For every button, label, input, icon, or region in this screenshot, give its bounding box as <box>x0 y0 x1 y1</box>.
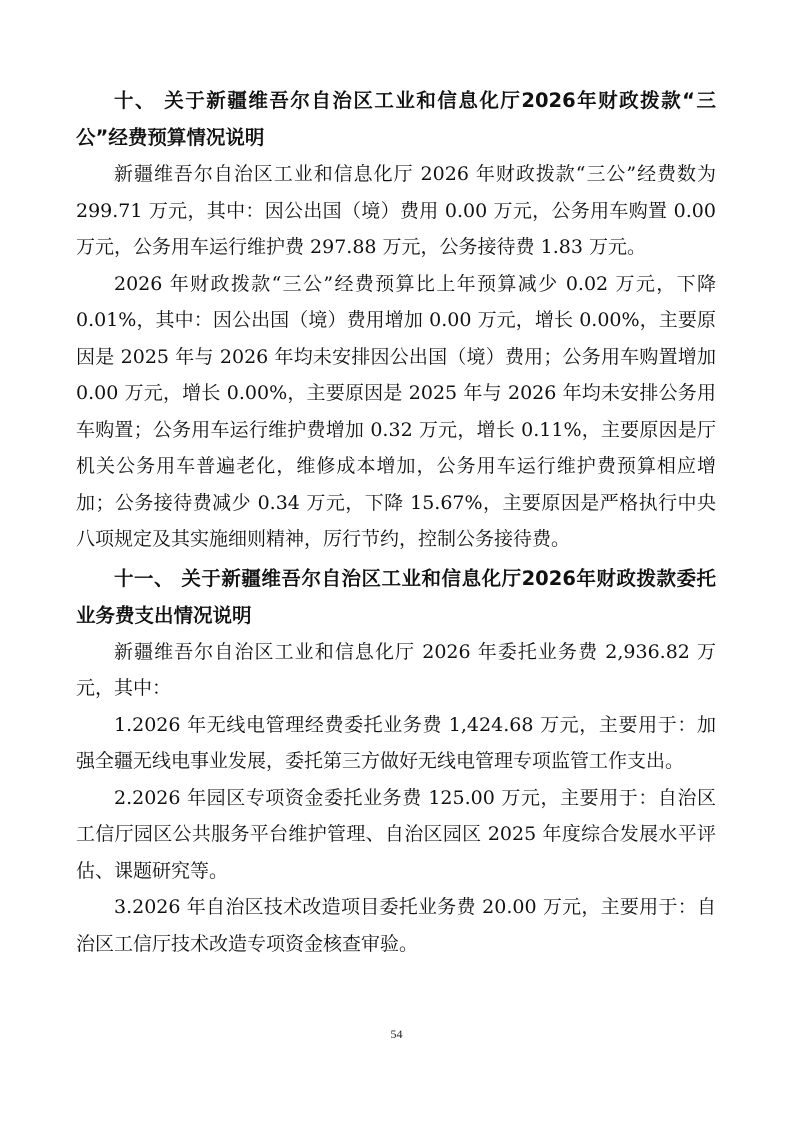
section-11-item-2: 2.2026 年园区专项资金委托业务费 125.00 万元，主要用于：自治区工信厅园区公共服务平台维护管理、自治区园区 2025 年度综合发展水平评估、课题研究等。 <box>76 786 716 882</box>
section-11-paragraph-1: 新疆维吾尔自治区工业和信息化厅 2026 年委托业务费 2,936.82 万元，其中： <box>76 640 716 699</box>
section-10-heading: 十、 关于新疆维吾尔自治区工业和信息化厅2026年财政拨款“三公”经费预算情况说明 <box>76 89 716 149</box>
section-10-paragraph-2: 2026 年财政拨款“三公”经费预算比上年预算减少 0.02 万元，下降 0.01%，其中：因公出国（境）费用增加 0.00 万元，增长 0.00%，主要原因是 2025 年与 2026 年均未安排因公出国（境）费用；公务用车购置增加 0.00 万元，增长 0.00%，主要原因是 2025 年与 2026 年均未安排公务用车购置；公务用车运行维护费增加 0.32 万元，增长 0.11%，主要原因是厅机关公务用车普遍老化，维修成本增加，公务用车运行维护费预算相应增加；公务接待费减少 0.34 万元，下降 15.67%，主要原因是严格执行中央八项规定及其实施细则精神，厉行节约，控制公务接待费。 <box>76 272 716 550</box>
section-11-heading: 十一、 关于新疆维吾尔自治区工业和信息化厅2026年财政拨款委托业务费支出情况说明 <box>76 566 716 627</box>
page-number: 54 <box>390 1027 403 1041</box>
section-11-item-1: 1.2026 年无线电管理经费委托业务费 1,424.68 万元，主要用于：加强全疆无线电事业发展，委托第三方做好无线电管理专项监管工作支出。 <box>76 713 716 772</box>
page-content <box>76 82 716 962</box>
section-11-item-3: 3.2026 年自治区技术改造项目委托业务费 20.00 万元，主要用于：自治区工信厅技术改造专项资金核查审验。 <box>76 896 716 955</box>
section-10-paragraph-1: 新疆维吾尔自治区工业和信息化厅 2026 年财政拨款“三公”经费数为 299.71 万元，其中：因公出国（境）费用 0.00 万元，公务用车购置 0.00 万元，公务用车运行维护费 297.88 万元，公务接待费 1.83 万元。 <box>76 163 716 258</box>
section-10 <box>76 82 716 558</box>
section-11 <box>76 560 716 963</box>
